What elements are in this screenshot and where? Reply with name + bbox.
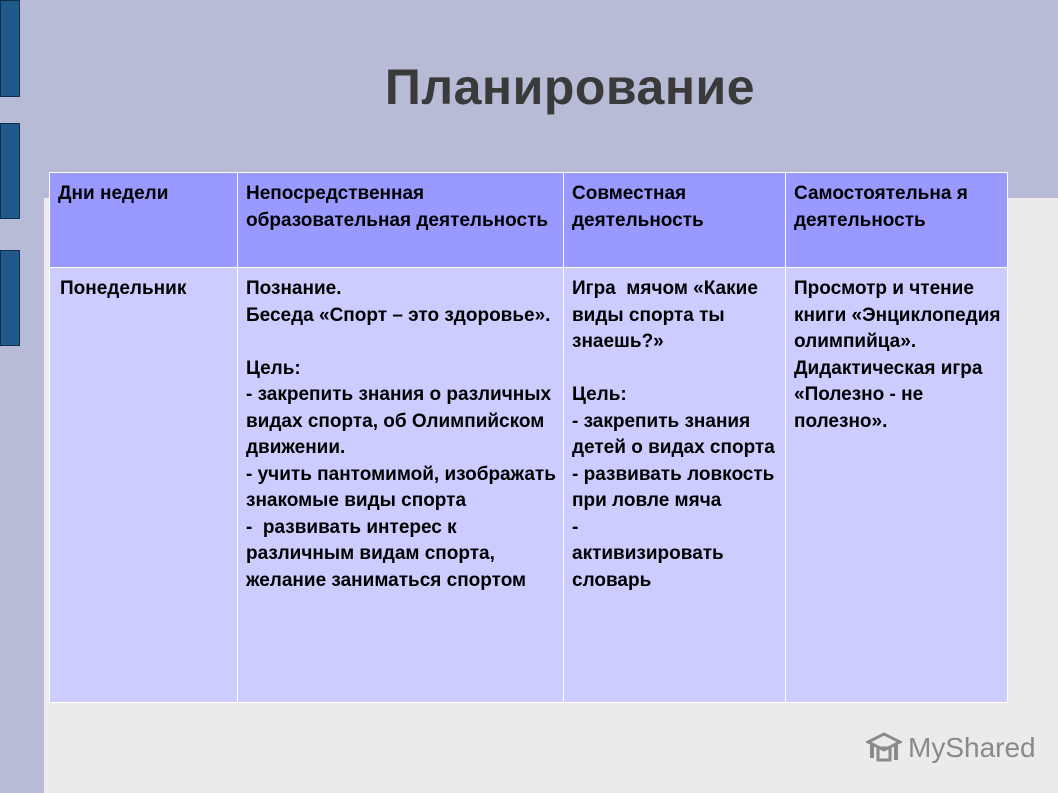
table-header-row — [50, 173, 1008, 268]
header-cell-direct-activity: Непосредственная образовательная деятельность — [238, 173, 564, 268]
header-cell-joint-activity: Совместная деятельность — [564, 173, 786, 268]
table-row — [50, 268, 1008, 703]
cell-joint-activity: Игра мячом «Какие виды спорта ты знаешь?» Цель: - закрепить знания детей о видах спорта - развивать ловкость при ловле мяча - активизировать словарь — [564, 268, 786, 703]
watermark-text: MyShared — [908, 732, 1036, 763]
header-cell-independent-activity: Самостоятельна я деятельность — [786, 173, 1008, 268]
cell-day: Понедельник — [50, 268, 238, 703]
header-cell-days: Дни недели — [50, 173, 238, 268]
decorative-bar-2 — [0, 123, 20, 219]
cell-direct-activity: Познание. Беседа «Спорт – это здоровье». Цель: - закрепить знания о различных видах спорта, об Олимпийском движении. - учить пантомимой, изображать знакомые виды спорта - развивать интерес к различным видам спорта, желание заниматься спортом — [238, 268, 564, 703]
mortarboard-icon — [866, 732, 902, 764]
planning-table — [49, 172, 1008, 703]
slide-title: Планирование — [384, 59, 756, 115]
decorative-bar-3 — [0, 250, 20, 346]
watermark — [866, 728, 1036, 768]
slide-background-left — [0, 0, 44, 793]
cell-independent-activity: Просмотр и чтение книги «Энциклопедия олимпийца». Дидактическая игра «Полезно - не полезно». — [786, 268, 1008, 703]
